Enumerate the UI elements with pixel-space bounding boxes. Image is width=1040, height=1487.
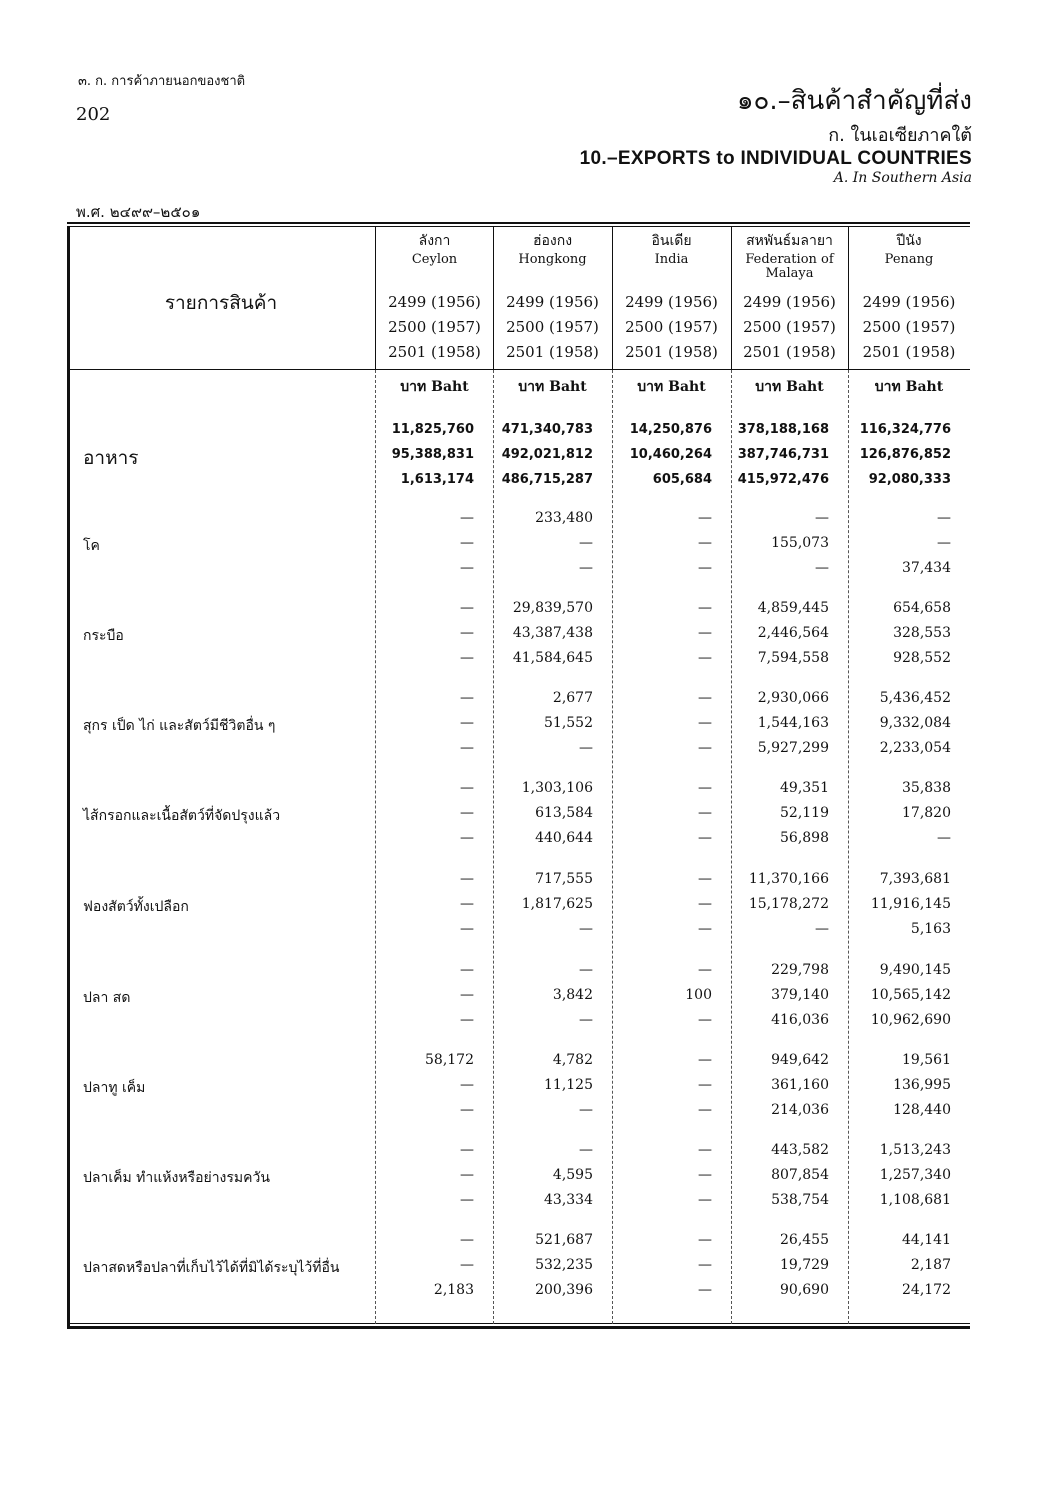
exports-table — [67, 222, 970, 1329]
table-cell: 95,388,831 — [391, 447, 474, 463]
table-cell: 58,172 — [425, 1052, 474, 1068]
table-cell: — — [460, 510, 474, 526]
year-label: 2500 (1957) — [388, 318, 481, 336]
table-cell: 214,036 — [771, 1102, 829, 1119]
table-cell: 949,642 — [771, 1052, 829, 1068]
table-cell: — — [698, 690, 712, 706]
row-label: ไส้กรอกและเนื้อสัตว์ที่จัดปรุงแล้ว — [83, 808, 281, 825]
table-cell: 2,677 — [552, 690, 593, 706]
column-header-english: Federation of Malaya — [745, 252, 834, 281]
table-left-border — [67, 226, 70, 1328]
table-cell: 1,108,681 — [879, 1192, 951, 1209]
table-cell: 7,594,558 — [757, 650, 829, 667]
table-cell: — — [579, 962, 593, 978]
column-header-thai: ปีนัง — [896, 233, 922, 249]
table-cell: 387,746,731 — [737, 447, 829, 463]
table-cell: — — [460, 805, 474, 822]
row-label: ปลา สด — [83, 990, 131, 1007]
unit-label: บาท Baht — [637, 379, 706, 395]
unit-label: บาท Baht — [755, 379, 824, 395]
table-cell: 521,687 — [535, 1232, 593, 1248]
unit-label: บาท Baht — [874, 379, 944, 395]
table-cell: — — [579, 921, 593, 938]
column-header — [376, 232, 493, 267]
table-cell: 5,436,452 — [879, 690, 951, 706]
table-cell: — — [460, 1192, 474, 1209]
year-label: 2499 (1956) — [743, 293, 836, 311]
table-cell: 10,565,142 — [870, 987, 951, 1004]
table-cell: — — [698, 1142, 712, 1158]
table-cell: — — [579, 560, 593, 577]
table-cell: — — [698, 805, 712, 822]
table-cell: — — [698, 600, 712, 616]
table-cell: 35,838 — [902, 780, 951, 796]
table-cell: — — [698, 625, 712, 642]
table-cell: 17,820 — [902, 805, 951, 822]
table-cell: — — [698, 921, 712, 938]
table-cell: 2,446,564 — [757, 625, 829, 642]
column-header-thai: อินเดีย — [651, 233, 692, 249]
table-cell: — — [579, 1142, 593, 1158]
period-label: พ.ศ. ๒๔๙๙–๒๕๐๑ — [76, 203, 201, 221]
table-cell: 4,859,445 — [757, 600, 829, 616]
table-cell: 128,440 — [893, 1102, 951, 1119]
table-cell: — — [937, 535, 951, 552]
table-cell: — — [698, 1257, 712, 1274]
table-cell: — — [698, 1232, 712, 1248]
table-cell: 1,613,174 — [400, 472, 474, 488]
table-cell: 43,334 — [544, 1192, 593, 1209]
table-cell: — — [460, 1232, 474, 1248]
table-cell: 11,825,760 — [391, 422, 474, 437]
title-thai: ๑๐.–สินค้าสำคัญที่ส่ง — [737, 86, 972, 116]
table-cell: 9,332,084 — [879, 715, 951, 732]
table-cell: 37,434 — [902, 560, 951, 577]
table-cell: — — [698, 1012, 712, 1029]
table-cell: — — [460, 896, 474, 913]
table-cell: — — [815, 921, 829, 938]
row-label: โค — [83, 538, 100, 555]
column-header-english: Hongkong — [518, 252, 587, 267]
table-cell: 1,513,243 — [879, 1142, 951, 1158]
table-cell: — — [698, 962, 712, 978]
title-english: 10.–EXPORTS to INDIVIDUAL COUNTRIES — [579, 148, 972, 169]
table-cell: — — [460, 921, 474, 938]
table-cell: 2,183 — [433, 1282, 474, 1299]
column-header-thai: ฮ่องกง — [532, 233, 573, 249]
table-cell: 44,141 — [902, 1232, 951, 1248]
table-cell: — — [698, 510, 712, 526]
table-cell: — — [579, 1012, 593, 1029]
table-cell: — — [460, 871, 474, 887]
table-cell: 233,480 — [535, 510, 593, 526]
column-header-english: India — [654, 252, 689, 267]
year-label: 2499 (1956) — [862, 293, 956, 311]
unit-label: บาท Baht — [400, 379, 469, 395]
table-cell: — — [698, 1052, 712, 1068]
table-cell: 7,393,681 — [879, 871, 951, 887]
row-label: ฟองสัตว์ทั้งเปลือก — [83, 899, 189, 916]
table-cell: 1,544,163 — [757, 715, 829, 732]
table-cell: 1,257,340 — [879, 1167, 951, 1184]
table-cell: — — [698, 1282, 712, 1299]
year-label: 2499 (1956) — [506, 293, 599, 311]
table-cell: 538,754 — [771, 1192, 829, 1209]
table-cell: — — [698, 1192, 712, 1209]
table-cell: 2,233,054 — [879, 740, 951, 757]
table-cell: — — [460, 780, 474, 796]
table-cell: — — [698, 535, 712, 552]
year-label: 2501 (1958) — [388, 343, 481, 361]
table-cell: 654,658 — [893, 600, 951, 616]
table-cell: 5,163 — [910, 921, 951, 938]
table-cell: — — [460, 535, 474, 552]
table-cell: 471,340,783 — [501, 422, 593, 437]
table-cell: 492,021,812 — [501, 447, 593, 463]
table-top-rule-inner — [67, 226, 970, 227]
table-cell: — — [698, 896, 712, 913]
year-label: 2499 (1956) — [625, 293, 718, 311]
table-cell: 43,387,438 — [512, 625, 593, 642]
table-cell: 613,584 — [535, 805, 593, 822]
table-cell: 807,854 — [771, 1167, 829, 1184]
year-label: 2500 (1957) — [743, 318, 836, 336]
table-cell: 605,684 — [652, 472, 712, 488]
table-cell: — — [460, 830, 474, 847]
table-cell: 100 — [685, 987, 712, 1004]
table-cell: 14,250,876 — [629, 422, 712, 437]
table-cell: 443,582 — [771, 1142, 829, 1158]
table-cell: 5,927,299 — [757, 740, 829, 757]
table-cell: — — [579, 740, 593, 757]
table-cell: — — [698, 740, 712, 757]
row-label: ปลาเค็ม ทำแห้งหรือย่างรมควัน — [83, 1170, 270, 1187]
table-cell: 928,552 — [893, 650, 951, 667]
table-cell: — — [698, 650, 712, 667]
column-header — [848, 232, 970, 267]
table-cell: 2,187 — [910, 1257, 951, 1274]
table-cell: — — [460, 560, 474, 577]
table-cell: — — [815, 510, 829, 526]
table-cell: — — [698, 780, 712, 796]
table-cell: 19,729 — [780, 1257, 829, 1274]
table-cell: 10,962,690 — [870, 1012, 951, 1029]
table-cell: 11,916,145 — [870, 896, 951, 913]
table-cell: — — [698, 1167, 712, 1184]
row-label: ปลาทู เค็ม — [83, 1080, 146, 1097]
year-label: 2501 (1958) — [625, 343, 718, 361]
table-cell: 52,119 — [780, 805, 829, 822]
unit-label: บาท Baht — [518, 379, 587, 395]
column-header — [493, 232, 612, 267]
column-header-english: Penang — [884, 252, 934, 267]
table-cell: — — [815, 560, 829, 577]
table-cell: 11,125 — [544, 1077, 593, 1094]
row-label: สุกร เป็ด ไก่ และสัตว์มีชีวิตอื่น ๆ — [83, 718, 276, 735]
table-cell: 361,160 — [771, 1077, 829, 1094]
year-label: 2501 (1958) — [506, 343, 599, 361]
item-column-header: รายการสินค้า — [164, 292, 278, 314]
table-cell: 486,715,287 — [501, 472, 593, 488]
table-cell: 51,552 — [544, 715, 593, 732]
table-cell: 56,898 — [780, 830, 829, 847]
table-cell: 1,303,106 — [521, 780, 593, 796]
table-cell: 90,690 — [780, 1282, 829, 1299]
year-label: 2500 (1957) — [862, 318, 956, 336]
column-header — [731, 232, 848, 281]
row-label: กระบือ — [83, 628, 124, 645]
table-cell: 415,972,476 — [737, 472, 829, 488]
table-cell: — — [460, 962, 474, 978]
table-cell: 717,555 — [535, 871, 593, 887]
table-cell: — — [698, 1077, 712, 1094]
table-cell: — — [460, 1142, 474, 1158]
table-cell: 2,930,066 — [757, 690, 829, 706]
column-header-english: Ceylon — [411, 252, 458, 267]
table-cell: 15,178,272 — [748, 896, 829, 913]
table-cell: 126,876,852 — [859, 447, 951, 463]
table-cell: 11,370,166 — [748, 871, 829, 887]
table-cell: — — [579, 535, 593, 552]
table-cell: 379,140 — [771, 987, 829, 1004]
table-cell: — — [460, 1012, 474, 1029]
table-cell: — — [460, 715, 474, 732]
table-cell: — — [460, 740, 474, 757]
table-cell: 19,561 — [902, 1052, 951, 1068]
page-number: 202 — [76, 104, 111, 125]
year-label: 2501 (1958) — [862, 343, 956, 361]
table-cell: 200,396 — [535, 1282, 593, 1299]
subtitle-thai: ก. ในเอเซียภาคใต้ — [828, 125, 972, 146]
table-cell: — — [460, 1167, 474, 1184]
table-cell: — — [579, 1102, 593, 1119]
table-cell: — — [460, 600, 474, 616]
table-cell: 532,235 — [535, 1257, 593, 1274]
table-cell: 328,553 — [893, 625, 951, 642]
table-cell: — — [460, 690, 474, 706]
table-cell: — — [698, 871, 712, 887]
table-cell: 4,782 — [552, 1052, 593, 1068]
table-cell: 49,351 — [780, 780, 829, 796]
table-cell: — — [698, 1102, 712, 1119]
table-cell: — — [460, 650, 474, 667]
section-label: ๓. ก. การค้าภายนอกของชาติ — [78, 74, 246, 89]
table-cell: 229,798 — [771, 962, 829, 978]
table-cell: 136,995 — [893, 1077, 951, 1094]
table-cell: 24,172 — [902, 1282, 951, 1299]
table-bottom-rule — [67, 1326, 970, 1329]
row-label: อาหาร — [83, 447, 139, 470]
table-cell: — — [698, 830, 712, 847]
table-cell: — — [460, 1257, 474, 1274]
table-cell: 440,644 — [535, 830, 593, 847]
header-separator — [67, 369, 970, 370]
table-cell: 92,080,333 — [868, 472, 951, 488]
table-cell: — — [460, 1102, 474, 1119]
table-cell: 155,073 — [771, 535, 829, 552]
table-cell: — — [460, 987, 474, 1004]
column-header-thai: ลังกา — [418, 233, 451, 249]
table-cell: 4,595 — [552, 1167, 593, 1184]
year-label: 2501 (1958) — [743, 343, 836, 361]
table-cell: 416,036 — [771, 1012, 829, 1029]
table-cell: 10,460,264 — [629, 447, 712, 463]
table-cell: 29,839,570 — [512, 600, 593, 616]
year-label: 2500 (1957) — [625, 318, 718, 336]
table-top-rule — [67, 222, 970, 224]
row-label: ปลาสดหรือปลาที่เก็บไว้ได้ที่มิได้ระบุไว้ที่อื่น — [83, 1260, 340, 1277]
table-cell: 41,584,645 — [512, 650, 593, 667]
year-label: 2499 (1956) — [388, 293, 481, 311]
table-cell: — — [937, 510, 951, 526]
table-cell: 3,842 — [552, 987, 593, 1004]
subtitle-english: A. In Southern Asia — [833, 170, 972, 186]
table-cell: — — [698, 560, 712, 577]
table-cell: — — [460, 1077, 474, 1094]
column-header-thai: สหพันธ์มลายา — [746, 233, 833, 249]
year-label: 2500 (1957) — [506, 318, 599, 336]
table-cell: 9,490,145 — [879, 962, 951, 978]
table-cell: 26,455 — [780, 1232, 829, 1248]
column-header — [612, 232, 731, 267]
table-cell: 378,188,168 — [737, 422, 829, 437]
table-cell: 1,817,625 — [521, 896, 593, 913]
table-cell: — — [937, 830, 951, 847]
table-cell: — — [460, 625, 474, 642]
table-cell: 116,324,776 — [859, 422, 951, 437]
table-bottom-rule-inner — [67, 1323, 970, 1324]
table-cell: — — [698, 715, 712, 732]
